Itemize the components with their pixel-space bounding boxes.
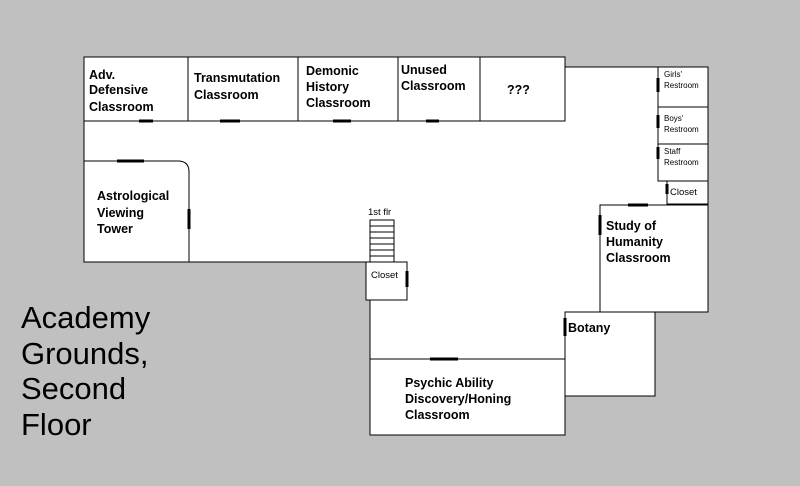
label-botany: Botany	[568, 321, 611, 335]
label-psychic: Psychic Ability Discovery/Honing Classroom	[405, 376, 512, 422]
label-study-of-humanity: Study of Humanity Classroom	[606, 219, 671, 265]
label-girls-restroom: Girls' Restroom	[664, 70, 699, 90]
label-staff-restroom: Staff Restroom	[664, 147, 699, 167]
label-unknown: ???	[507, 83, 530, 97]
label-transmutation: Transmutation Classroom	[194, 71, 281, 102]
label-closet-east: Closet	[670, 187, 697, 198]
map-title: Academy Grounds, Second Floor	[21, 300, 151, 442]
label-unused: Unused Classroom	[401, 63, 466, 93]
room-closet-center[interactable]	[366, 262, 407, 300]
label-adv-defensive: Adv. Defensive Classroom	[89, 68, 154, 114]
label-demonic-history: Demonic History Classroom	[306, 64, 371, 110]
label-stairs: 1st flr	[368, 207, 392, 218]
label-astrological: Astrological Viewing Tower	[97, 189, 170, 236]
label-closet-center: Closet	[371, 270, 398, 281]
label-boys-restroom: Boys' Restroom	[664, 114, 699, 134]
